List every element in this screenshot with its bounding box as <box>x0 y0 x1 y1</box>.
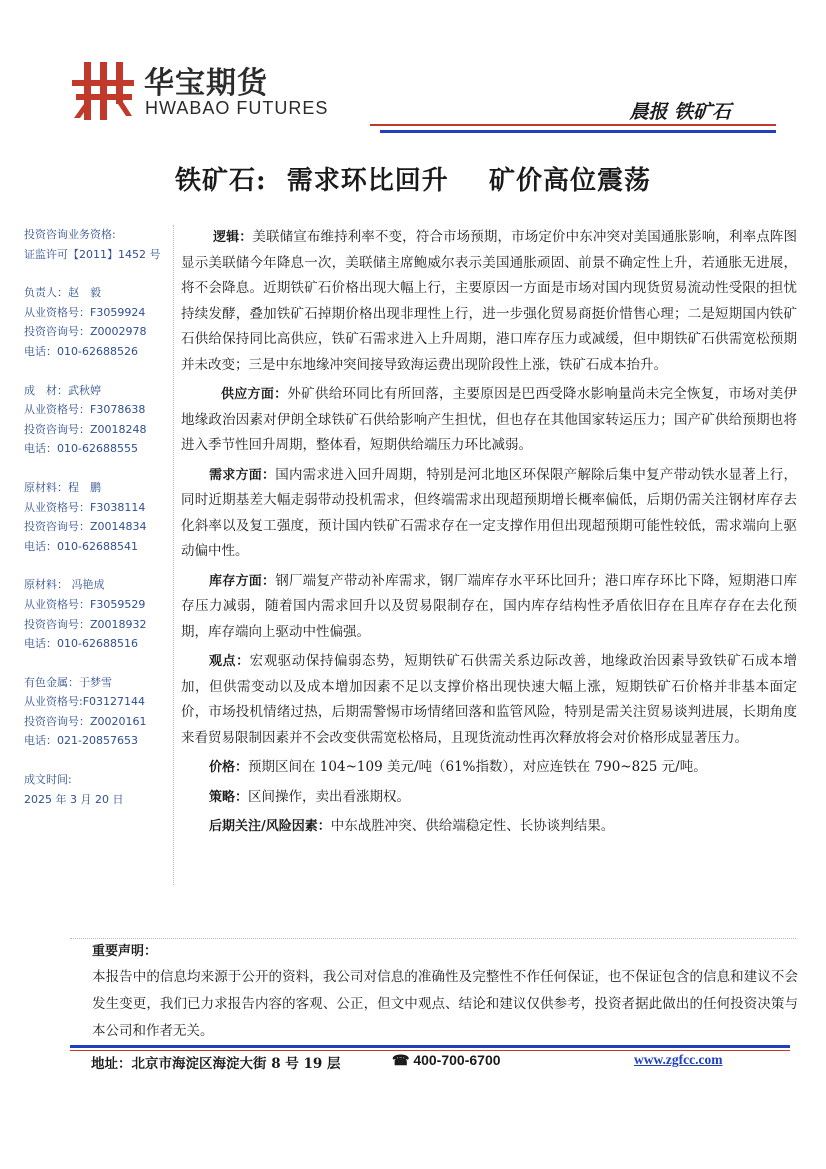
strategy-paragraph <box>181 785 797 811</box>
analyst-sidebar <box>24 225 174 809</box>
sidebar-divider <box>173 225 174 885</box>
risk-text: 中东战胜冲突、供给端稳定性、长协谈判结果。 <box>330 818 615 834</box>
sidebar-line: 从业资格号：F3038114 <box>24 500 146 514</box>
page-title: 铁矿石: 需求环比回升 矿价高位震荡 <box>175 166 651 196</box>
sidebar-line: 原材料：程 鹏 <box>24 480 101 494</box>
risk-paragraph <box>181 814 797 840</box>
strategy-text: 区间操作，卖出看涨期权。 <box>248 788 411 805</box>
sidebar-line: 投资咨询号：Z0014834 <box>24 520 147 534</box>
logic-paragraph <box>181 225 797 378</box>
view-text: 宏观驱动保持偏弱态势，短期铁矿石供需关系边际改善，地缘政治因素导致铁矿石成本增加，但供需变动以及成本增加因素不足以支撑价格出现快速大幅上涨，短期铁矿石价格并非基本面定价，市场投机情绪过热，后期需警惕市场情绪回落和监管风险，特别是需关注贸易谈判进展，长期角度来看贸易限制因素并不会改变供需宽松格局，且现货流动性再次释放将会对价格形成显著压力。 <box>181 653 797 746</box>
sidebar-line: 原材料： 冯艳成 <box>24 578 105 592</box>
price-label: 价格： <box>209 760 249 775</box>
sidebar-block-raw-1 <box>24 478 174 556</box>
logic-text: 美联储宣布维持利率不变，符合市场预期，市场定价中东冲突对美国通胀影响，利率点阵图显示美联储今年降息一次，美联储主席鲍威尔表示美国通胀顽固、前景不确定性上升，若通胀无进展，将不会降息。近期铁矿石价格出现大幅上行，主要原因一方面是市场对国内现货贸易流动性受限的担忧持续发酵，叠加铁矿石掉期价格出现非理性上行，进一步强化贸易商挺价惜售心理；二是短期国内铁矿石供给保持同比高供应，铁矿石需求进入上升周期，港口库存压力或减缓，但中期铁矿石供需宽松预期并未改变；三是中东地缘冲突间接导致海运费出现阶段性上涨，铁矿石成本抬升。 <box>181 229 797 373</box>
view-paragraph <box>181 649 797 751</box>
telephone-icon: ☎ <box>392 1052 414 1068</box>
sidebar-line: 电话：010-62688555 <box>24 442 138 456</box>
sidebar-block-date <box>24 770 174 809</box>
footer-address: 地址：北京市海淀区海淀大街 8 号 19 层 <box>91 1056 341 1072</box>
demand-label: 需求方面： <box>209 467 276 483</box>
inventory-text: 钢厂端复产带动补库需求，钢厂端库存水平环比回升；港口库存环比下降，短期港口库存压力减弱，随着国内需求回升以及贸易限制存在，国内库存结构性矛盾依旧存在且库存存在去化预期，库存端向上驱动中性偏强。 <box>181 572 797 640</box>
sidebar-line: 投资咨询业务资格: <box>24 228 116 241</box>
footer-rule-red <box>70 1050 790 1051</box>
sidebar-line: 投资咨询号：Z0018932 <box>24 617 147 631</box>
phone-number: 400-700-6700 <box>413 1052 501 1068</box>
footer-phone <box>392 1052 501 1069</box>
sidebar-line: 投资咨询号：Z0018248 <box>24 422 147 436</box>
view-label: 观点： <box>209 654 250 669</box>
inventory-label: 库存方面： <box>209 573 276 589</box>
sidebar-line: 负责人：赵 毅 <box>24 286 101 300</box>
disclaimer-title: 重要声明： <box>92 944 158 959</box>
sidebar-block-head <box>24 283 174 361</box>
sidebar-line: 从业资格号：F3059529 <box>24 597 146 611</box>
demand-paragraph <box>181 463 797 565</box>
disclaimer-divider <box>70 938 796 939</box>
price-text: 预期区间在 104~109 美元/吨（61%指数），对应连铁在 790~825 元/吨。 <box>248 759 707 775</box>
sidebar-line: 从业资格号:F03127144 <box>24 695 146 709</box>
inventory-paragraph <box>181 569 797 646</box>
price-paragraph <box>181 755 797 781</box>
disclaimer-text: 本报告中的信息均来源于公开的资料，我公司对信息的准确性及完整性不作任何保证，也不保证包含的信息和建议不会发生变更，我们已力求报告内容的客观、公正，但文中观点、结论和建议仅供参考，投资者据此做出的任何投资决策与本公司和作者无关。 <box>92 969 798 1039</box>
demand-text: 国内需求进入回升周期，特别是河北地区环保限产解除后集中复产带动铁水显著上行，同时近期基差大幅走弱带动投机需求，但终端需求出现超预期增长概率偏低，后期仍需关注钢材库存去化斜率以及复工强度，预计国内铁矿石需求存在一定支撑作用但出现超预期可能性较低，需求端向上驱动偏中性。 <box>181 466 797 559</box>
sidebar-block-metals <box>24 673 174 751</box>
sidebar-block-qualification <box>24 225 174 264</box>
sidebar-block-steel <box>24 381 174 459</box>
supply-paragraph <box>181 382 797 459</box>
logo-chinese-name: 华宝期货 <box>144 66 268 101</box>
sidebar-line: 电话：010-62688526 <box>24 344 138 358</box>
header-rule-blue <box>380 130 776 133</box>
sidebar-line: 成 材：武秋婷 <box>24 383 101 397</box>
report-tag: 晨报 铁矿石 <box>629 101 731 123</box>
sidebar-line: 电话：010-62688541 <box>24 539 138 553</box>
hwabao-logo-icon <box>70 58 136 124</box>
sidebar-block-raw-2 <box>24 575 174 653</box>
sidebar-line: 从业资格号：F3059924 <box>24 305 146 319</box>
sidebar-line: 投资咨询号：Z0020161 <box>24 714 147 728</box>
supply-label: 供应方面： <box>221 387 288 402</box>
logo-english-name: HWABAO FUTURES <box>145 98 329 118</box>
website-link[interactable]: www.zgfcc.com <box>634 1052 723 1067</box>
sidebar-line: 从业资格号：F3078638 <box>24 403 146 417</box>
report-body <box>181 225 797 844</box>
logic-label: 逻辑： <box>213 230 253 245</box>
sidebar-line: 电话：021-20857653 <box>24 734 138 748</box>
header-rule-red <box>370 124 776 126</box>
sidebar-line: 电话：010-62688516 <box>24 637 138 651</box>
sidebar-line: 成文时间: <box>24 773 72 787</box>
footer-rule-blue <box>70 1045 790 1048</box>
publish-date: 2025 年 3 月 20 日 <box>24 792 124 806</box>
sidebar-line: 有色金属：于梦雪 <box>24 675 112 689</box>
company-logo <box>70 56 329 124</box>
supply-text: 外矿供给环同比有所回落，主要原因是巴西受降水影响量尚未完全恢复，市场对美伊地缘政治因素对伊朗全球铁矿石供给影响产生担忧，但也存在其他国家转运压力；国产矿供给预期也将进入季节性回升周期，整体看，短期供给端压力环比减弱。 <box>181 386 797 453</box>
sidebar-line: 投资咨询号：Z0002978 <box>24 325 147 339</box>
strategy-label: 策略： <box>209 789 249 805</box>
sidebar-line: 证监许可【2011】1452 号 <box>24 247 161 261</box>
risk-label: 后期关注/风险因素： <box>209 819 331 834</box>
